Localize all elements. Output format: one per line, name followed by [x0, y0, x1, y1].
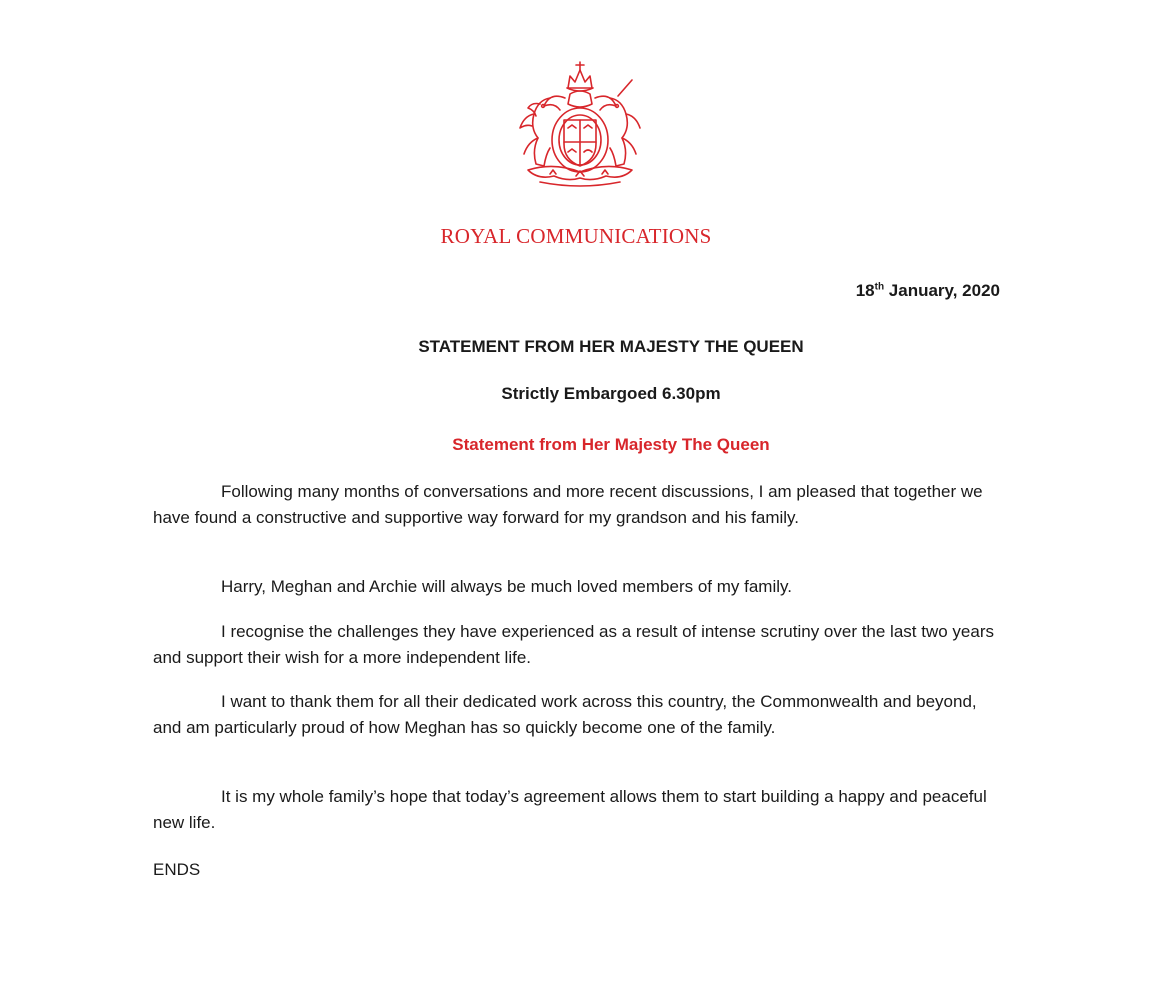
organization-name: ROYAL COMMUNICATIONS	[440, 224, 712, 248]
date-suffix: th	[874, 281, 885, 293]
royal-coat-of-arms-icon	[510, 58, 650, 190]
date-rest: January, 2020	[884, 281, 1000, 300]
embargo-notice: Strictly Embargoed 6.30pm	[501, 384, 721, 403]
paragraph-4: I want to thank them for all their dedicated work across this country, the Commonwealth and beyond, and am particularly proud of how Meghan has so quickly become one of the family.	[153, 692, 977, 737]
statement-heading: STATEMENT FROM HER MAJESTY THE QUEEN	[418, 337, 804, 356]
paragraph-2: Harry, Meghan and Archie will always be much loved members of my family.	[221, 577, 792, 596]
closing-marker: ENDS	[153, 860, 201, 879]
date-day: 18	[855, 281, 875, 300]
paragraph-5: It is my whole family’s hope that today’s agreement allows them to start building a happy and peaceful new life.	[153, 787, 987, 832]
paragraph-3: I recognise the challenges they have experienced as a result of intense scrutiny over the last two years and support their wish for a more independent life.	[153, 622, 994, 667]
release-date	[856, 281, 1000, 301]
paragraph-1: Following many months of conversations and more recent discussions, I am pleased that together we have found a constructive and supportive way forward for my grandson and his family.	[153, 482, 983, 527]
statement-subheading: Statement from Her Majesty The Queen	[452, 435, 770, 454]
